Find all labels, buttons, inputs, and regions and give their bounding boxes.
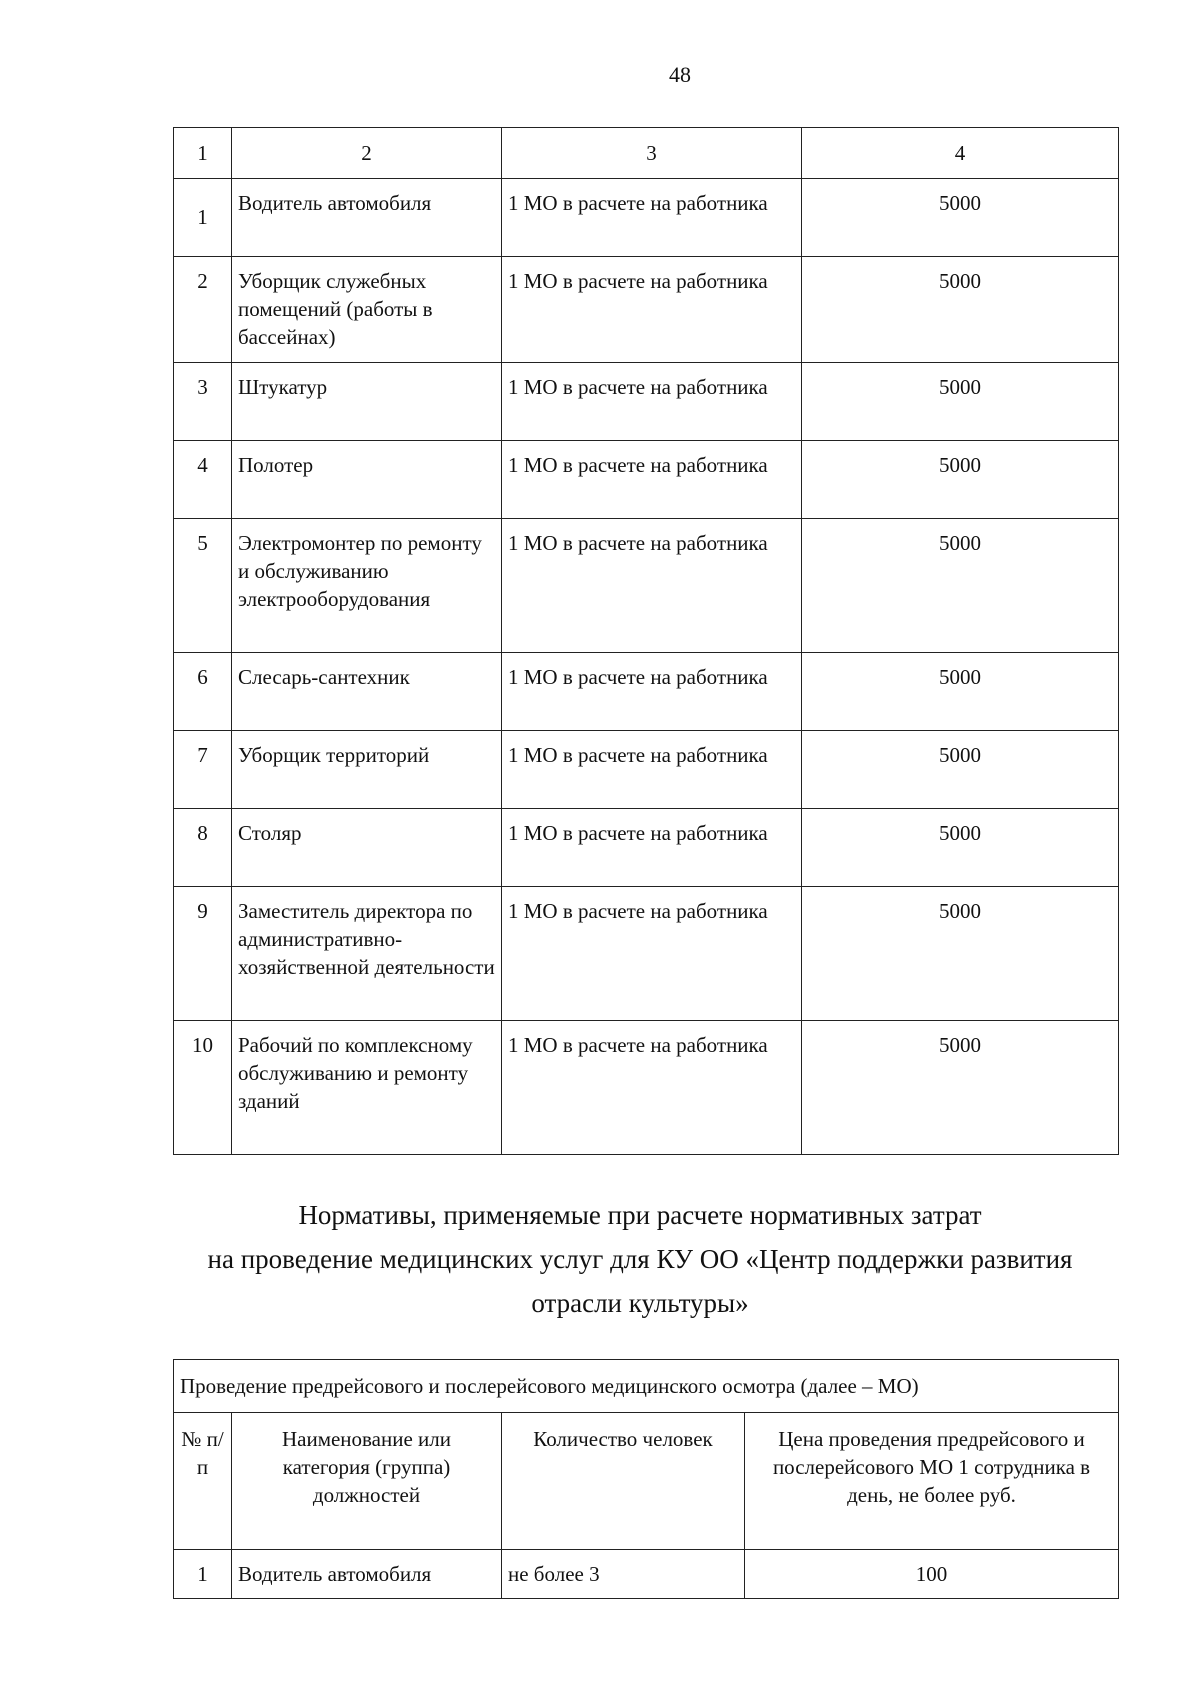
norm-text: 1 МО в расчете на работника (502, 363, 802, 441)
row-number: 9 (174, 887, 232, 1021)
row-number: 2 (174, 257, 232, 363)
price-value: 100 (745, 1550, 1119, 1599)
position-name: Электромонтер по ремонту и обслуживанию электрооборудования (232, 519, 502, 653)
norm-value: 5000 (802, 731, 1119, 809)
norm-value: 5000 (802, 1021, 1119, 1155)
header-number: № п/п (174, 1413, 232, 1550)
table-row (174, 363, 1119, 441)
position-name: Уборщик служебных помещений (работы в бассейнах) (232, 257, 502, 363)
header-count: Количество человек (502, 1413, 745, 1550)
position-name: Заместитель директора по административно-хозяйственной деятельности (232, 887, 502, 1021)
table-row (174, 519, 1119, 653)
norm-text: 1 МО в расчете на работника (502, 257, 802, 363)
table-row (174, 1550, 1119, 1599)
norm-value: 5000 (802, 809, 1119, 887)
row-number: 3 (174, 363, 232, 441)
norm-text: 1 МО в расчете на работника (502, 653, 802, 731)
header-position: Наименование или категория (группа) должностей (232, 1413, 502, 1550)
column-number-2: 2 (232, 128, 502, 179)
position-name: Столяр (232, 809, 502, 887)
norm-value: 5000 (802, 179, 1119, 257)
section-title-line-3: отрасли культуры» (531, 1288, 749, 1318)
row-number: 5 (174, 519, 232, 653)
norm-text: 1 МО в расчете на работника (502, 1021, 802, 1155)
medical-exam-table (173, 1359, 1119, 1599)
position-name: Уборщик территорий (232, 731, 502, 809)
row-number: 7 (174, 731, 232, 809)
people-count: не более 3 (502, 1550, 745, 1599)
norm-value: 5000 (802, 257, 1119, 363)
row-number: 1 (174, 1550, 232, 1599)
table-row (174, 257, 1119, 363)
table-row (174, 731, 1119, 809)
table-caption-row (174, 1360, 1119, 1413)
norm-value: 5000 (802, 441, 1119, 519)
position-name: Штукатур (232, 363, 502, 441)
position-name: Полотер (232, 441, 502, 519)
norm-value: 5000 (802, 363, 1119, 441)
table-row (174, 653, 1119, 731)
table-row (174, 887, 1119, 1021)
column-number-1: 1 (174, 128, 232, 179)
norm-text: 1 МО в расчете на работника (502, 519, 802, 653)
row-number: 4 (174, 441, 232, 519)
table-header-row (174, 128, 1119, 179)
row-number: 8 (174, 809, 232, 887)
norm-text: 1 МО в расчете на работника (502, 887, 802, 1021)
row-number: 6 (174, 653, 232, 731)
page-number: 48 (669, 62, 691, 87)
norm-value: 5000 (802, 887, 1119, 1021)
position-name: Рабочий по комплексному обслуживанию и ремонту зданий (232, 1021, 502, 1155)
table-caption: Проведение предрейсового и послерейсового медицинского осмотра (далее – МО) (174, 1360, 1119, 1413)
column-number-3: 3 (502, 128, 802, 179)
table-row (174, 179, 1119, 257)
norm-value: 5000 (802, 519, 1119, 653)
norm-text: 1 МО в расчете на работника (502, 809, 802, 887)
norm-value: 5000 (802, 653, 1119, 731)
section-title (160, 1193, 1120, 1325)
column-number-4: 4 (802, 128, 1119, 179)
table-row (174, 1021, 1119, 1155)
position-name: Водитель автомобиля (232, 1550, 502, 1599)
table-row (174, 441, 1119, 519)
table-header-row (174, 1413, 1119, 1550)
header-price: Цена проведения предрейсового и послерейсового МО 1 сотрудника в день, не более руб. (745, 1413, 1119, 1550)
table-row (174, 809, 1119, 887)
norm-text: 1 МО в расчете на работника (502, 179, 802, 257)
row-number: 1 (174, 179, 232, 257)
position-name: Водитель автомобиля (232, 179, 502, 257)
norm-text: 1 МО в расчете на работника (502, 441, 802, 519)
norms-table (173, 127, 1119, 1155)
section-title-line-2: на проведение медицинских услуг для КУ ОО «Центр поддержки развития (207, 1244, 1073, 1274)
row-number: 10 (174, 1021, 232, 1155)
section-title-line-1: Нормативы, применяемые при расчете нормативных затрат (298, 1200, 982, 1230)
norm-text: 1 МО в расчете на работника (502, 731, 802, 809)
position-name: Слесарь-сантехник (232, 653, 502, 731)
